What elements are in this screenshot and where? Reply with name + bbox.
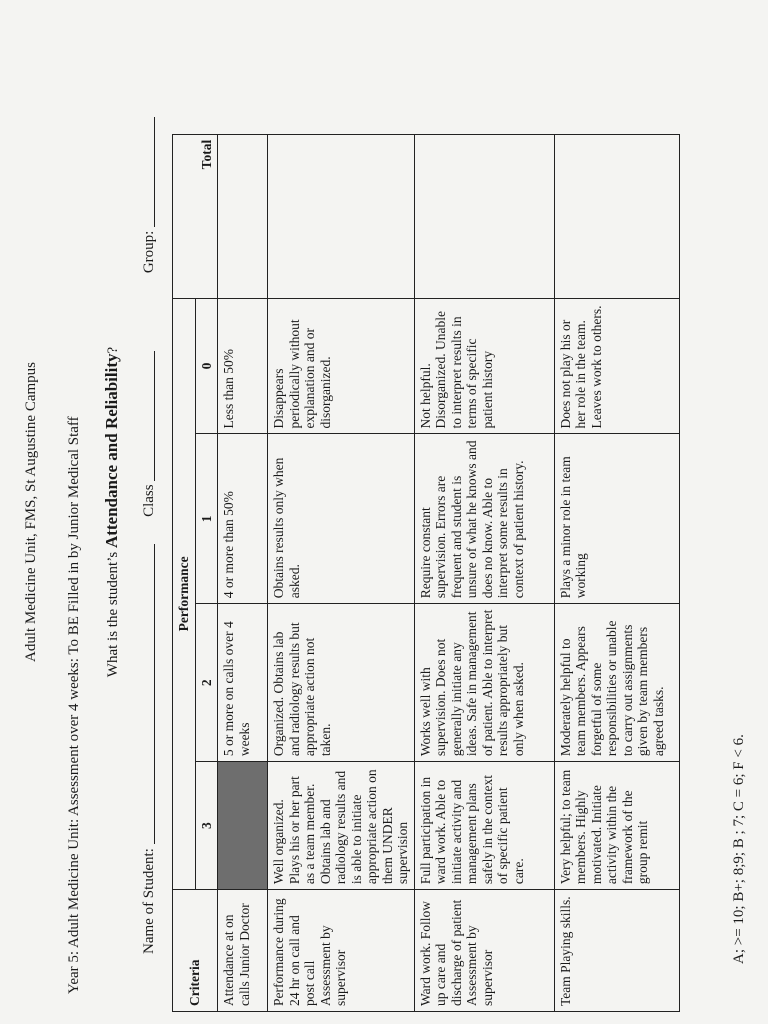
question-prefix: What is the student’s xyxy=(105,551,121,678)
score-2-cell: Works well with supervision. Does not generally initiate any ideas. Safe in management of patient. Able to interpret results appropriately but only when asked. xyxy=(414,604,554,762)
score-header-0: 0 xyxy=(195,298,218,434)
score-2-cell: Organized. Obtains lab and radiology results but appropriate action not taken. xyxy=(268,604,415,762)
assessment-table xyxy=(172,12,680,1012)
score-header-1: 1 xyxy=(195,434,218,604)
question-suffix: ? xyxy=(105,346,121,354)
score-3-cell: Well organized. Plays his or her part as a team member. Obtains lab and radiology results and is able to initiate appropriate action on them UNDER supervision xyxy=(268,762,415,890)
total-cell[interactable] xyxy=(414,134,554,298)
class-label: Class xyxy=(141,484,157,517)
criteria-cell: Performance during 24 hr on call and post call Assessment by supervisor xyxy=(268,890,415,1012)
score-1-cell: Plays a minor role in team working xyxy=(554,434,679,604)
student-name-field[interactable] xyxy=(140,544,155,844)
score-3-cell: Full participation in ward work. Able to initiate activity and management plans safely in the context of specific patient care. xyxy=(414,762,554,890)
score-0-cell: Not helpful. Disorganized. Unable to interpret results in terms of specific patient history xyxy=(414,298,554,434)
score-2-cell: Moderately helpful to team members. Appears forgetful of some responsibilities or unable to carry out assignments given by team members agreed tasks. xyxy=(554,604,679,762)
total-cell[interactable] xyxy=(554,134,679,298)
score-header-3: 3 xyxy=(195,762,218,890)
assessment-question xyxy=(103,0,122,1024)
class-field[interactable] xyxy=(140,351,155,481)
score-2-cell: 5 or more on calls over 4 weeks xyxy=(218,604,268,762)
header-row xyxy=(173,13,196,1012)
criteria-cell: Team Playing skills. xyxy=(554,890,679,1012)
score-3-cell: Very helpful; to team members. Highly motivated. Initiate activity within the framework of the group remit xyxy=(554,762,679,890)
table-row xyxy=(554,13,679,1012)
total-header: Total xyxy=(173,134,218,298)
total-cell[interactable] xyxy=(218,134,268,298)
criteria-cell: Ward work. Follow up care and discharge of patient Assessment by supervisor xyxy=(414,890,554,1012)
group-field[interactable] xyxy=(140,117,155,227)
criteria-header: Criteria xyxy=(173,890,218,1012)
grading-scale: A; >= 10; B+; 8;9; B ; 7; C = 6; F < 6. xyxy=(731,734,747,964)
table-row xyxy=(268,13,415,1012)
performance-header: Performance xyxy=(173,298,196,890)
student-name-label: Name of Student: xyxy=(141,848,157,954)
score-0-cell: Less than 50% xyxy=(218,298,268,434)
score-1-cell: Require constant supervision. Errors are frequent and student is unsure of what he knows and does no know. Able to interpret some results in context of patient history. xyxy=(414,434,554,604)
score-3-cell xyxy=(218,762,268,890)
page-subtitle: Year 5: Adult Medicine Unit: Assessment over 4 weeks: To BE Filled in by Junior Medical Staff xyxy=(66,416,82,994)
score-1-cell: 4 or more than 50% xyxy=(218,434,268,604)
score-1-cell: Obtains results only when asked. xyxy=(268,434,415,604)
score-0-cell: Disappears periodically without explanation and or disorganized. xyxy=(268,298,415,434)
group-label: Group: xyxy=(141,230,157,274)
criteria-cell: Attendance at on calls Junior Doctor xyxy=(218,890,268,1012)
student-info xyxy=(140,54,158,954)
table-row xyxy=(414,13,554,1012)
score-header-2: 2 xyxy=(195,604,218,762)
table-row xyxy=(218,13,268,1012)
question-topic: Attendance and Reliability xyxy=(102,353,121,549)
total-cell[interactable] xyxy=(268,134,415,298)
score-0-cell: Does not play his or her role in the team. Leaves work to others. xyxy=(554,298,679,434)
page-title: Adult Medicine Unit, FMS, St Augustine Campus xyxy=(23,362,39,663)
